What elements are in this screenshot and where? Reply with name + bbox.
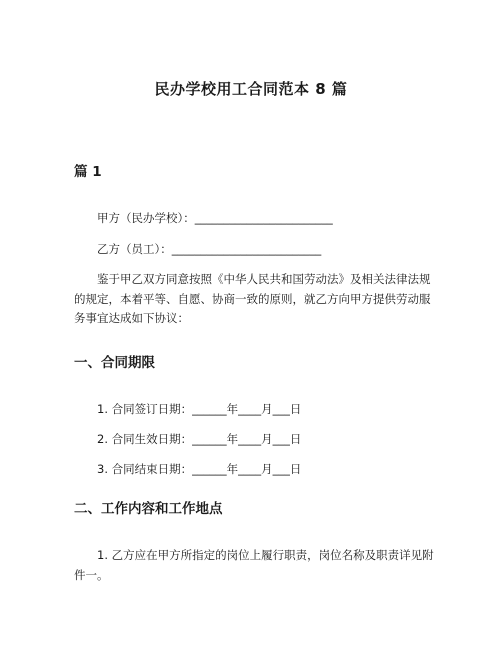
work-content-item-1: 1. 乙方应在甲方所指定的岗位上履行职责，岗位名称及职责详见附件一。: [74, 548, 434, 582]
contract-term-item-2: 2. 合同生效日期：______年____月___日: [97, 432, 302, 446]
party-b-line: 乙方（员工）：__________________________: [97, 242, 322, 256]
contract-term-item-3: 3. 合同结束日期：______年____月___日: [97, 462, 302, 476]
chapter-heading: 篇 1: [74, 164, 102, 180]
document-title: 民办学校用工合同范本 8 篇: [154, 80, 348, 98]
contract-term-item-1: 1. 合同签订日期：______年____月___日: [97, 402, 302, 416]
intro-paragraph: 鉴于甲乙双方同意按照《中华人民共和国劳动法》及相关法律法规的规定，本着平等、自愿、协商一致的原则，就乙方向甲方提供劳动服务事宜达成如下协议：: [74, 272, 431, 325]
section-2-heading: 二、工作内容和工作地点: [74, 501, 223, 517]
section-1-heading: 一、合同期限: [74, 355, 155, 371]
party-a-line: 甲方（民办学校）：________________________: [97, 211, 333, 225]
